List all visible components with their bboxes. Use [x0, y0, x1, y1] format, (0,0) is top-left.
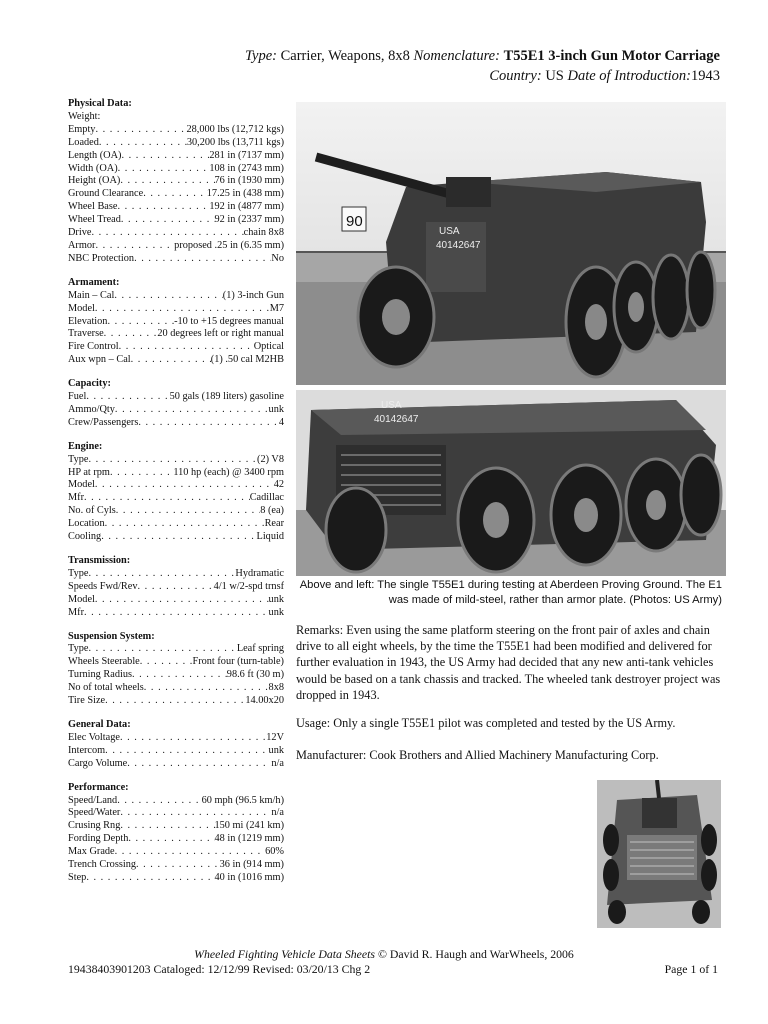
intro-value: 1943 — [691, 68, 720, 84]
spec-label: No of total wheels — [68, 682, 144, 694]
specifications-column — [68, 98, 284, 896]
leader-dots — [143, 188, 207, 201]
header-line-2 — [245, 66, 720, 86]
spec-value: 8 (ea) — [260, 505, 284, 517]
type-value: Carrier, Weapons, 8x8 — [280, 48, 410, 64]
spec-value: 28,000 lbs (12,712 kgs) — [186, 123, 284, 135]
spec-row — [68, 531, 284, 544]
spec-value: 4 — [278, 416, 284, 428]
leader-dots — [116, 505, 260, 518]
range-sign-text: 90 — [346, 213, 363, 230]
leader-dots — [131, 354, 211, 367]
spec-row — [68, 188, 284, 201]
spec-value: No — [271, 252, 284, 264]
spec-value: -10 to +15 degrees manual — [174, 315, 284, 327]
spec-section — [68, 378, 284, 430]
spec-value: 108 in (2743 mm) — [209, 162, 284, 174]
spec-label: Elevation — [68, 315, 108, 327]
spec-row — [68, 467, 284, 480]
spec-row — [68, 316, 284, 329]
leader-dots — [121, 214, 215, 227]
leader-dots — [88, 643, 236, 656]
spec-value: Cadillac — [249, 492, 284, 504]
spec-label: Speed/Water — [68, 807, 121, 819]
leader-dots — [120, 820, 214, 833]
spec-section-title: Physical Data: — [68, 98, 132, 109]
spec-row — [68, 568, 284, 581]
spec-value: 36 in (914 mm) — [219, 859, 284, 871]
spec-section — [68, 719, 284, 771]
spec-label: Empty — [68, 123, 96, 135]
photo-top-vehicle — [296, 102, 726, 385]
spec-label: Speeds Fwd/Rev — [68, 580, 138, 592]
usage-paragraph: Usage: Only a single T55E1 pilot was completed and tested by the US Army. — [296, 716, 676, 730]
remarks-paragraph: Remarks: Even using the same platform steering on the front pair of axles and chain drive to all eight wheels, by the time the T55E1 had been modified and delivered for further evaluation in 1943, the US Army had decided that any new anti-tank vehicles would be based on a tank chassis and tracked. The wheeled tank destroyer project was dropped in 1943. — [296, 623, 721, 702]
leader-dots — [138, 417, 278, 430]
spec-label: Mfr — [68, 492, 85, 504]
leader-dots — [121, 150, 209, 163]
spec-row — [68, 214, 284, 227]
leader-dots — [86, 872, 214, 885]
spec-row — [68, 391, 284, 404]
spec-label: No. of Cyls — [68, 505, 116, 517]
spec-label: Aux wpn – Cal — [68, 354, 131, 366]
spec-label: NBC Protection — [68, 252, 135, 264]
spec-section-title: Engine: — [68, 440, 103, 452]
spec-value: Front four (turn-table) — [192, 656, 284, 668]
spec-row — [68, 732, 284, 745]
spec-section — [68, 782, 284, 885]
leader-dots — [95, 479, 274, 492]
spec-value: 150 mi (241 km) — [214, 820, 284, 832]
leader-dots — [101, 531, 256, 544]
footer-series-title: Wheeled Fighting Vehicle Data Sheets — [194, 947, 376, 961]
footer-copyright: © David R. Haugh and WarWheels, 2006 — [377, 947, 574, 961]
spec-row — [68, 656, 284, 669]
spec-value: Leaf spring — [236, 643, 284, 655]
spec-row — [68, 124, 284, 137]
top-usa-mark: USA — [439, 226, 460, 237]
spec-row — [68, 137, 284, 150]
spec-row — [68, 111, 284, 124]
leader-dots — [136, 859, 220, 872]
leader-dots — [120, 732, 266, 745]
spec-value: Rear — [264, 518, 284, 530]
leader-dots — [95, 124, 186, 137]
spec-row — [68, 290, 284, 303]
photo-rear-vehicle — [296, 390, 726, 576]
spec-row — [68, 354, 284, 367]
spec-row — [68, 404, 284, 417]
spec-value: 42 — [273, 479, 284, 491]
spec-label: Turning Radius — [68, 669, 132, 681]
leader-dots — [105, 745, 268, 758]
photo-overhead-vehicle — [597, 780, 721, 928]
leader-dots — [95, 303, 270, 316]
spec-value: unk — [268, 606, 284, 618]
spec-label: Trench Crossing — [68, 859, 136, 871]
spec-label: Ammo/Qty — [68, 403, 115, 415]
document-header — [245, 46, 720, 86]
intro-label: Date of Introduction: — [567, 68, 691, 84]
spec-label: Height (OA) — [68, 175, 121, 187]
spec-value: 40 in (1016 mm) — [214, 871, 284, 883]
spec-value: 76 in (1930 mm) — [214, 175, 284, 187]
leader-dots — [88, 568, 235, 581]
spec-value: 14.00x20 — [245, 695, 284, 707]
leader-dots — [134, 253, 271, 266]
leader-dots — [120, 175, 214, 188]
leader-dots — [119, 341, 254, 354]
spec-row — [68, 253, 284, 266]
spec-value: Hydramatic — [235, 567, 284, 579]
leader-dots — [107, 316, 174, 329]
spec-row — [68, 201, 284, 214]
spec-section-title: Armament: — [68, 276, 120, 288]
spec-value: 110 hp (each) @ 3400 rpm — [173, 466, 284, 478]
spec-row — [68, 859, 284, 872]
spec-label: Traverse — [68, 328, 104, 340]
spec-row — [68, 505, 284, 518]
spec-row — [68, 175, 284, 188]
spec-value: unk — [268, 403, 284, 415]
spec-label: Width (OA) — [68, 162, 118, 174]
spec-row — [68, 872, 284, 885]
spec-value: 60% — [265, 846, 284, 858]
spec-row — [68, 846, 284, 859]
spec-value: proposed .25 in (6.35 mm) — [174, 239, 284, 251]
spec-section — [68, 98, 284, 266]
spec-section-title: General Data: — [68, 718, 131, 730]
spec-label: Model — [68, 593, 95, 605]
spec-section-title: Transmission: — [68, 555, 131, 566]
leader-dots — [95, 594, 269, 607]
leader-dots — [105, 695, 245, 708]
footer-page-number: Page 1 of 1 — [664, 962, 718, 976]
leader-dots — [105, 518, 265, 531]
nomenclature-label: Nomenclature: — [413, 48, 500, 64]
spec-section — [68, 277, 284, 367]
leader-dots — [91, 227, 243, 240]
spec-label: Location — [68, 518, 105, 530]
country-value: US — [545, 68, 564, 84]
spec-row — [68, 341, 284, 354]
spec-label: Main – Cal — [68, 289, 115, 301]
leader-dots — [115, 404, 269, 417]
spec-row — [68, 454, 284, 467]
spec-label: Wheel Base — [68, 201, 118, 213]
leader-dots — [118, 163, 210, 176]
spec-label: Ground Clearance — [68, 188, 144, 200]
spec-value: M7 — [269, 302, 284, 314]
spec-section-title: Performance: — [68, 781, 129, 793]
spec-row — [68, 328, 284, 341]
spec-label: Fire Control — [68, 341, 119, 353]
spec-label: Model — [68, 302, 95, 314]
spec-value: Liquid — [256, 531, 284, 543]
spec-value: 48 in (1219 mm) — [214, 833, 284, 845]
spec-value: Optical — [253, 341, 284, 353]
leader-dots — [138, 581, 214, 594]
spec-row — [68, 227, 284, 240]
country-label: Country: — [489, 68, 542, 84]
spec-label: Wheels Steerable — [68, 656, 140, 668]
spec-label: Drive — [68, 227, 92, 239]
spec-label: Cooling — [68, 531, 102, 543]
spec-value: 12V — [266, 731, 284, 743]
mid-usa-mark: USA — [381, 400, 402, 411]
spec-value: 60 mph (96.5 km/h) — [201, 794, 284, 806]
spec-row — [68, 607, 284, 620]
spec-row — [68, 518, 284, 531]
spec-value: (2) V8 — [257, 453, 284, 465]
nomenclature-value: T55E1 3-inch Gun Motor Carriage — [503, 48, 720, 64]
spec-label: Max Grade — [68, 846, 115, 858]
leader-dots — [110, 467, 173, 480]
spec-label: Fuel — [68, 391, 87, 403]
spec-value: (1) 3-inch Gun — [222, 289, 284, 301]
spec-value: 50 gals (189 liters) gasoline — [169, 391, 284, 403]
spec-section — [68, 441, 284, 544]
leader-dots — [132, 669, 227, 682]
leader-dots — [120, 807, 271, 820]
spec-label: Fording Depth — [68, 833, 129, 845]
spec-label: Crew/Passengers — [68, 416, 139, 428]
top-serial-mark: 40142647 — [436, 240, 481, 251]
footer-catalog-line — [68, 962, 718, 977]
leader-dots — [84, 607, 269, 620]
spec-label: Armor — [68, 239, 96, 251]
spec-label: Type — [68, 453, 89, 465]
spec-label: Wheel Tread — [68, 214, 121, 226]
spec-row — [68, 240, 284, 253]
spec-row — [68, 745, 284, 758]
spec-section-title: Capacity: — [68, 378, 111, 390]
leader-dots — [88, 454, 257, 467]
spec-label: HP at rpm — [68, 466, 110, 478]
spec-label: Cargo Volume — [68, 757, 128, 769]
spec-value: 17.25 in (438 mm) — [206, 188, 284, 200]
spec-label: Type — [68, 567, 89, 579]
type-label: Type: — [245, 48, 277, 64]
spec-row — [68, 417, 284, 430]
spec-row — [68, 807, 284, 820]
manufacturer-paragraph: Manufacturer: Cook Brothers and Allied Machinery Manufacturing Corp. — [296, 748, 659, 762]
leader-dots — [115, 846, 266, 859]
spec-label: Crusing Rng — [68, 820, 121, 832]
spec-section — [68, 555, 284, 620]
leader-dots — [95, 240, 174, 253]
leader-dots — [140, 656, 193, 669]
spec-section-title: Suspension System: — [68, 630, 155, 642]
spec-label: Mfr — [68, 606, 85, 618]
spec-value: 281 in (7137 mm) — [209, 149, 284, 161]
spec-label: Intercom — [68, 744, 106, 756]
spec-label: Length (OA) — [68, 149, 122, 161]
spec-value: n/a — [271, 807, 284, 819]
leader-dots — [128, 833, 214, 846]
spec-value: 8x8 — [268, 682, 284, 694]
spec-row — [68, 150, 284, 163]
spec-row — [68, 833, 284, 846]
spec-value: 98.6 ft (30 m) — [226, 669, 284, 681]
spec-label: Tire Size — [68, 695, 106, 707]
spec-row — [68, 492, 284, 505]
leader-dots — [86, 391, 169, 404]
spec-row — [68, 581, 284, 594]
spec-row — [68, 695, 284, 708]
spec-row — [68, 795, 284, 808]
leader-dots — [104, 328, 158, 341]
spec-value: 192 in (4877 mm) — [209, 201, 284, 213]
spec-label: Type — [68, 643, 89, 655]
spec-value: n/a — [271, 757, 284, 769]
leader-dots — [117, 201, 209, 214]
spec-label: Loaded — [68, 136, 99, 148]
spec-value: unk — [268, 593, 284, 605]
spec-value: 4/1 w/2-spd trnsf — [213, 580, 284, 592]
spec-label: Weight: — [68, 110, 101, 122]
leader-dots — [99, 137, 187, 150]
spec-value: unk — [268, 744, 284, 756]
spec-section — [68, 631, 284, 708]
spec-value: chain 8x8 — [243, 227, 284, 239]
photo-caption: Above and left: The single T55E1 during testing at Aberdeen Proving Ground. The E1 was made of mild-steel, rather than armor plate. (Photos: US Army) — [299, 579, 722, 606]
spec-label: Elec Voltage — [68, 731, 120, 743]
spec-value: 92 in (2337 mm) — [214, 214, 284, 226]
spec-row — [68, 303, 284, 316]
spec-row — [68, 594, 284, 607]
spec-label: Step — [68, 871, 87, 883]
spec-row — [68, 643, 284, 656]
spec-row — [68, 820, 284, 833]
footer-catalog: 19438403901203 Cataloged: 12/12/99 Revised: 03/20/13 Chg 2 — [68, 962, 371, 976]
spec-value: 20 degrees left or right manual — [157, 328, 284, 340]
spec-value: 30,200 lbs (13,711 kgs) — [186, 136, 284, 148]
leader-dots — [127, 758, 271, 771]
leader-dots — [84, 492, 250, 505]
spec-row — [68, 163, 284, 176]
spec-value: (1) .50 cal M2HB — [210, 354, 284, 366]
leader-dots — [144, 682, 269, 695]
footer-credit — [0, 947, 768, 962]
spec-row — [68, 758, 284, 771]
header-line-1 — [245, 46, 720, 66]
spec-row — [68, 669, 284, 682]
spec-row — [68, 479, 284, 492]
leader-dots — [117, 795, 201, 808]
spec-label: Model — [68, 479, 95, 491]
spec-label: Speed/Land — [68, 794, 118, 806]
leader-dots — [114, 290, 222, 303]
mid-serial-mark: 40142647 — [374, 414, 419, 425]
spec-row — [68, 682, 284, 695]
